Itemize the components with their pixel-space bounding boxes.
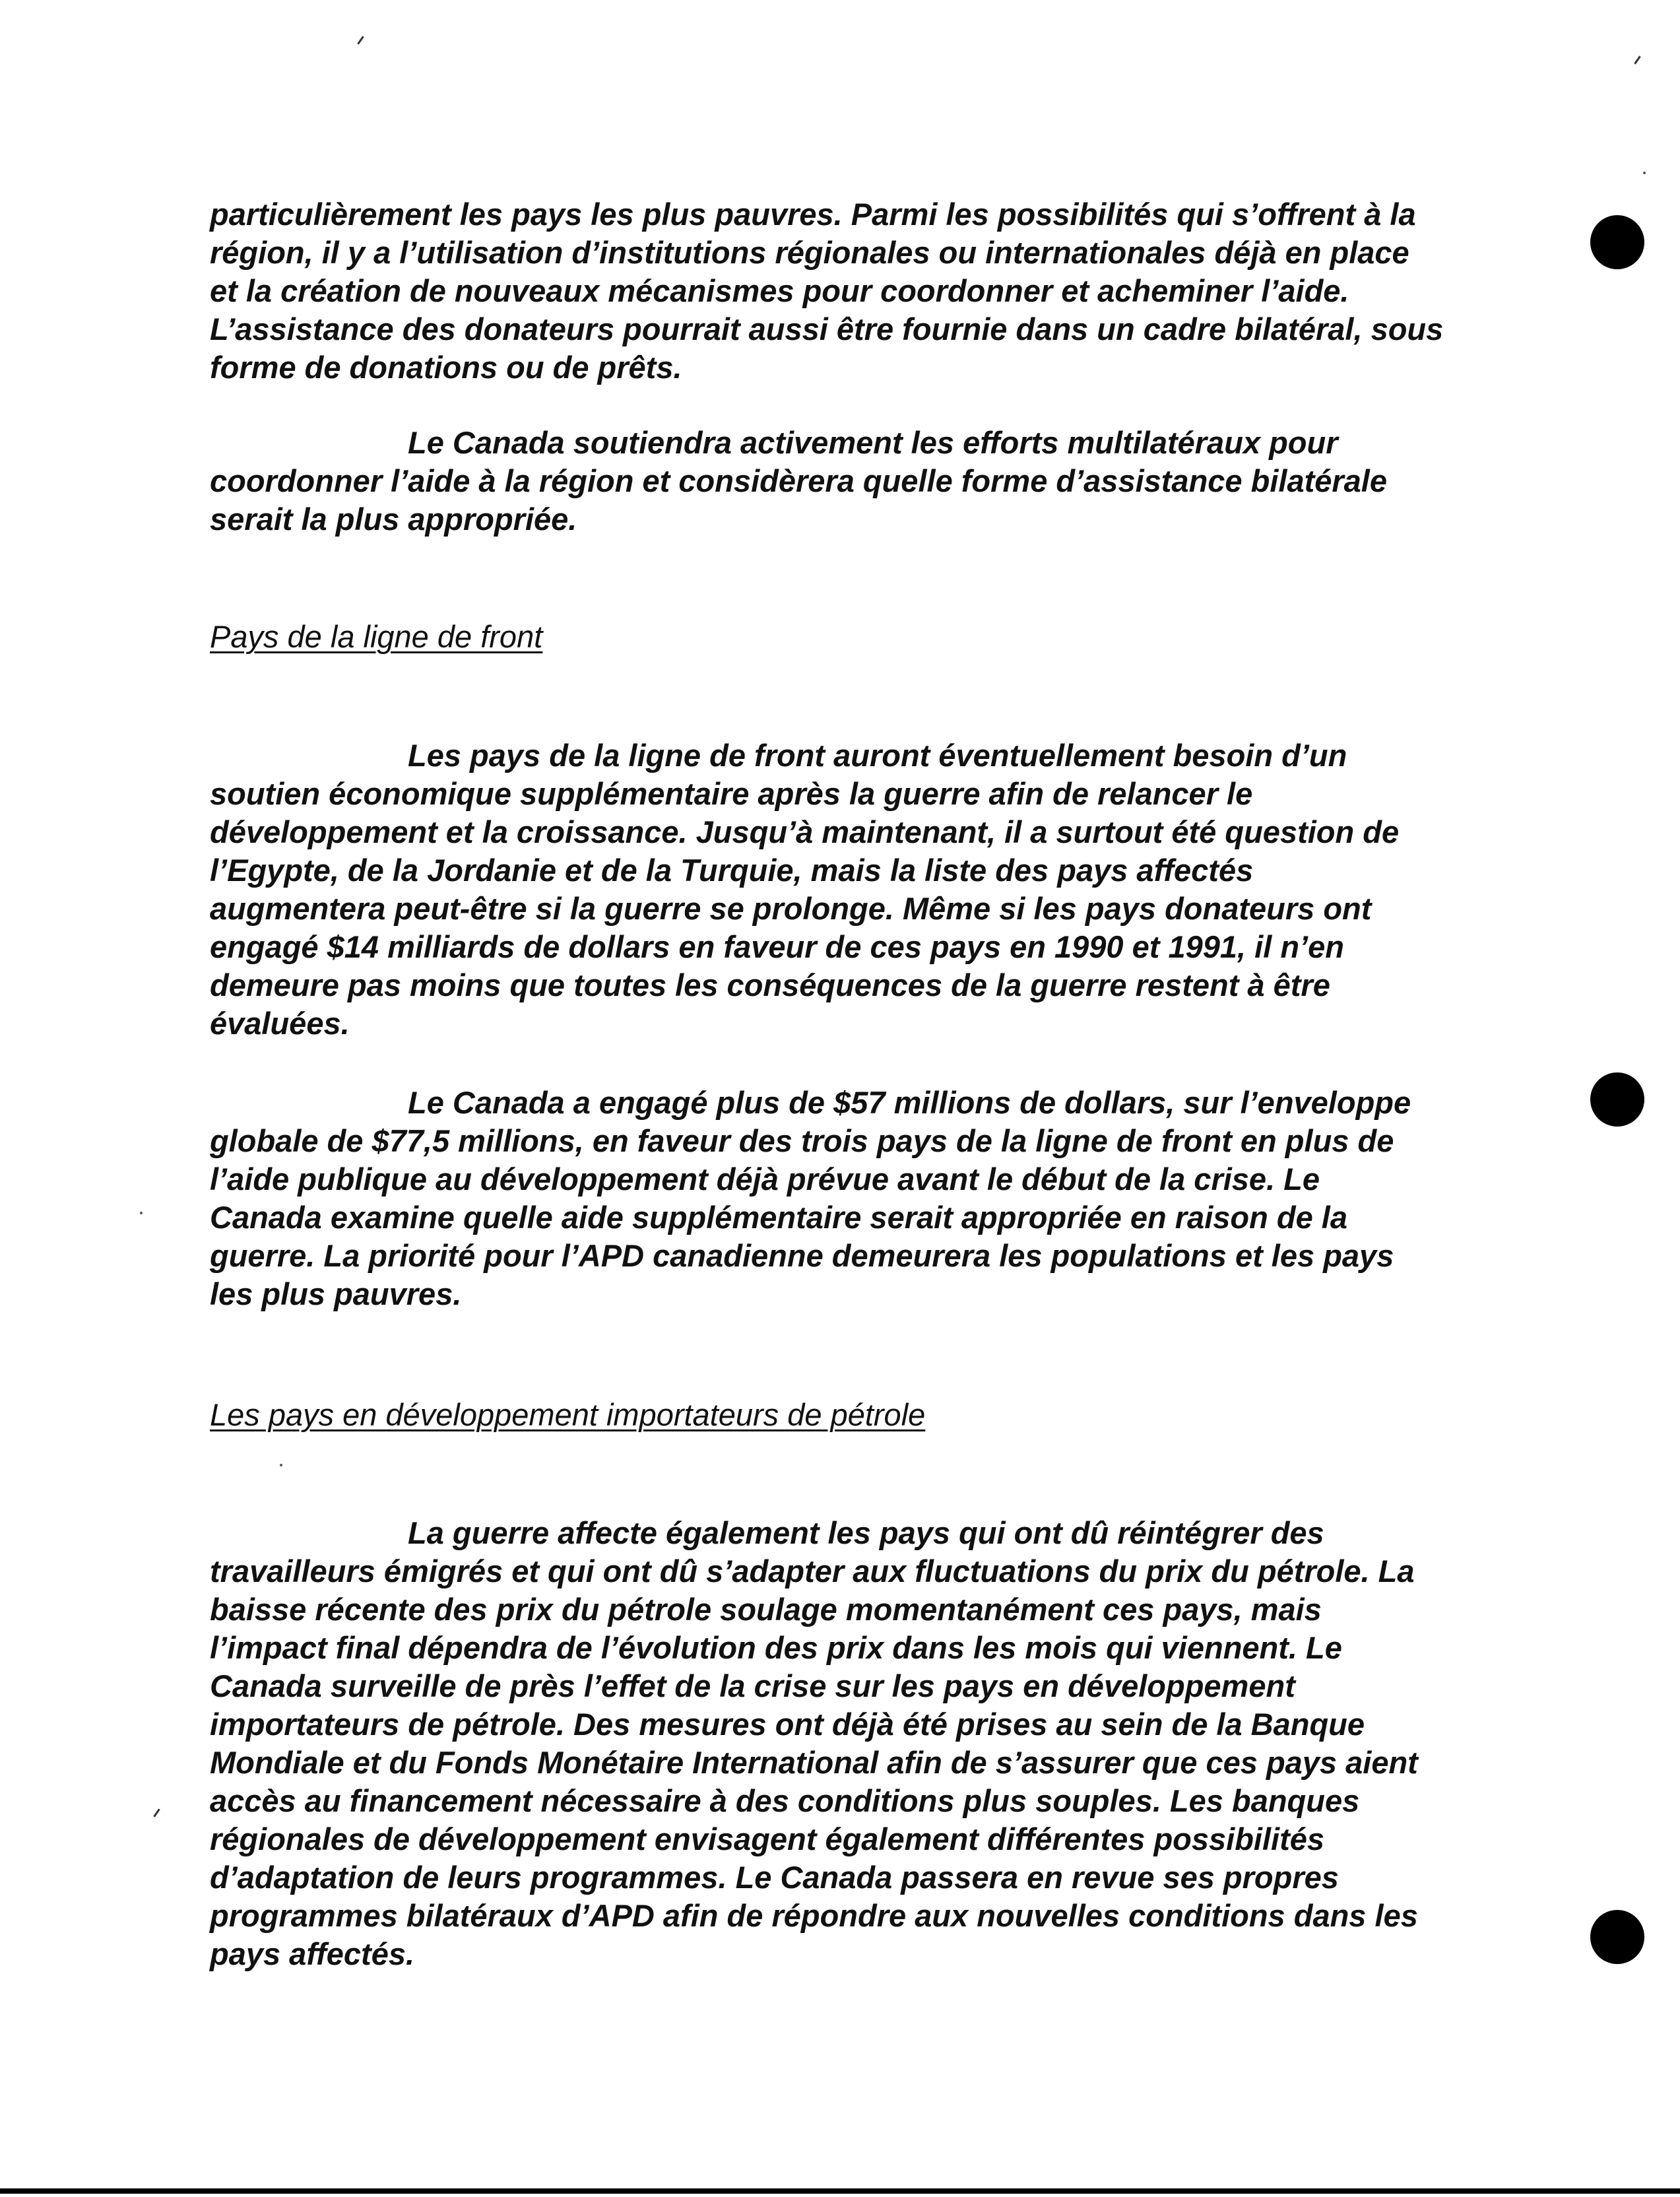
paragraph-5-line: accès au financement nécessaire à des conditions plus souples. Les banques <box>210 1783 1360 1818</box>
scan-bottom-edge <box>0 2188 1680 2194</box>
punch-hole-top <box>1590 215 1644 269</box>
paragraph-3-line: soutien économique supplémentaire après la guerre afin de relancer le <box>210 776 1253 811</box>
scan-speck <box>1634 55 1640 64</box>
paragraph-3-line: l’Egypte, de la Jordanie et de la Turquie, mais la liste des pays affectés <box>210 853 1254 888</box>
punch-hole-bottom <box>1590 1910 1644 1964</box>
paragraph-2-line: serait la plus appropriée. <box>210 502 577 537</box>
paragraph-3 <box>210 737 1503 1043</box>
scan-speck <box>280 1464 282 1466</box>
paragraph-1-line: L’assistance des donateurs pourrait aussi être fournie dans un cadre bilatéral, sous <box>210 312 1444 346</box>
paragraph-5-line: l’impact final dépendra de l’évolution des prix dans les mois qui viennent. Le <box>210 1630 1342 1665</box>
paragraph-3-line: engagé $14 milliards de dollars en faveur de ces pays en 1990 et 1991, il n’en <box>210 929 1344 964</box>
scan-speck <box>357 36 364 44</box>
paragraph-3-line: évaluées. <box>210 1006 350 1041</box>
section-heading-oil-importing-countries: Les pays en développement importateurs de pétrole <box>210 1397 926 1432</box>
paragraph-4-line: Le Canada a engagé plus de $57 millions de dollars, sur l’enveloppe <box>408 1085 1411 1120</box>
punch-hole-middle <box>1590 1072 1644 1127</box>
paragraph-5 <box>210 1514 1503 1973</box>
paragraph-4 <box>210 1084 1503 1313</box>
scan-speck <box>153 1808 160 1817</box>
paragraph-3-line: demeure pas moins que toutes les conséquences de la guerre restent à être <box>210 967 1330 1002</box>
paragraph-5-line: programmes bilatéraux d’APD afin de répondre aux nouvelles conditions dans les <box>210 1898 1418 1933</box>
paragraph-4-line: Canada examine quelle aide supplémentaire serait appropriée en raison de la <box>210 1200 1347 1235</box>
paragraph-3-line: Les pays de la ligne de front auront éventuellement besoin d’un <box>408 738 1347 773</box>
paragraph-5-line: pays affectés. <box>210 1936 415 1971</box>
scan-speck <box>1643 172 1646 174</box>
paragraph-4-line: les plus pauvres. <box>210 1276 462 1311</box>
paragraph-5-line: travailleurs émigrés et qui ont dû s’adapter aux fluctuations du prix du pétrole. La <box>210 1554 1415 1589</box>
paragraph-5-line: importateurs de pétrole. Des mesures ont déjà été prises au sein de la Banque <box>210 1707 1365 1742</box>
paragraph-4-line: globale de $77,5 millions, en faveur des trois pays de la ligne de front en plus de <box>210 1123 1394 1158</box>
paragraph-2-line: Le Canada soutiendra activement les efforts multilatéraux pour <box>408 425 1338 460</box>
scan-speck <box>140 1212 143 1214</box>
paragraph-1-line: région, il y a l’utilisation d’institutions régionales ou internationales déjà en place <box>210 235 1409 270</box>
section-heading-front-line-countries: Pays de la ligne de front <box>210 619 543 654</box>
paragraph-4-line: guerre. La priorité pour l’APD canadienne demeurera les populations et les pays <box>210 1238 1394 1273</box>
paragraph-3-line: augmentera peut-être si la guerre se prolonge. Même si les pays donateurs ont <box>210 891 1372 926</box>
paragraph-5-line: baisse récente des prix du pétrole soulage momentanément ces pays, mais <box>210 1592 1322 1627</box>
paragraph-3-line: développement et la croissance. Jusqu’à maintenant, il a surtout été question de <box>210 814 1400 849</box>
paragraph-1-line: particulièrement les pays les plus pauvres. Parmi les possibilités qui s’offrent à la <box>210 197 1416 232</box>
paragraph-5-line: d’adaptation de leurs programmes. Le Canada passera en revue ses propres <box>210 1860 1339 1895</box>
paragraph-5-line: Mondiale et du Fonds Monétaire International afin de s’assurer que ces pays aient <box>210 1745 1418 1780</box>
paragraph-2-line: coordonner l’aide à la région et considèrera quelle forme d’assistance bilatérale <box>210 463 1388 498</box>
paragraph-1-line: et la création de nouveaux mécanismes pour coordonner et acheminer l’aide. <box>210 273 1349 308</box>
paragraph-1-line: forme de donations ou de prêts. <box>210 350 682 385</box>
paragraph-5-line: régionales de développement envisagent également différentes possibilités <box>210 1821 1325 1856</box>
paragraph-5-line: Canada surveille de près l’effet de la crise sur les pays en développement <box>210 1668 1295 1703</box>
paragraph-4-line: l’aide publique au développement déjà prévue avant le début de la crise. Le <box>210 1162 1320 1197</box>
paragraph-5-line: La guerre affecte également les pays qui ont dû réintégrer des <box>408 1515 1324 1550</box>
paragraph-2 <box>210 424 1503 539</box>
paragraph-1 <box>210 195 1503 387</box>
